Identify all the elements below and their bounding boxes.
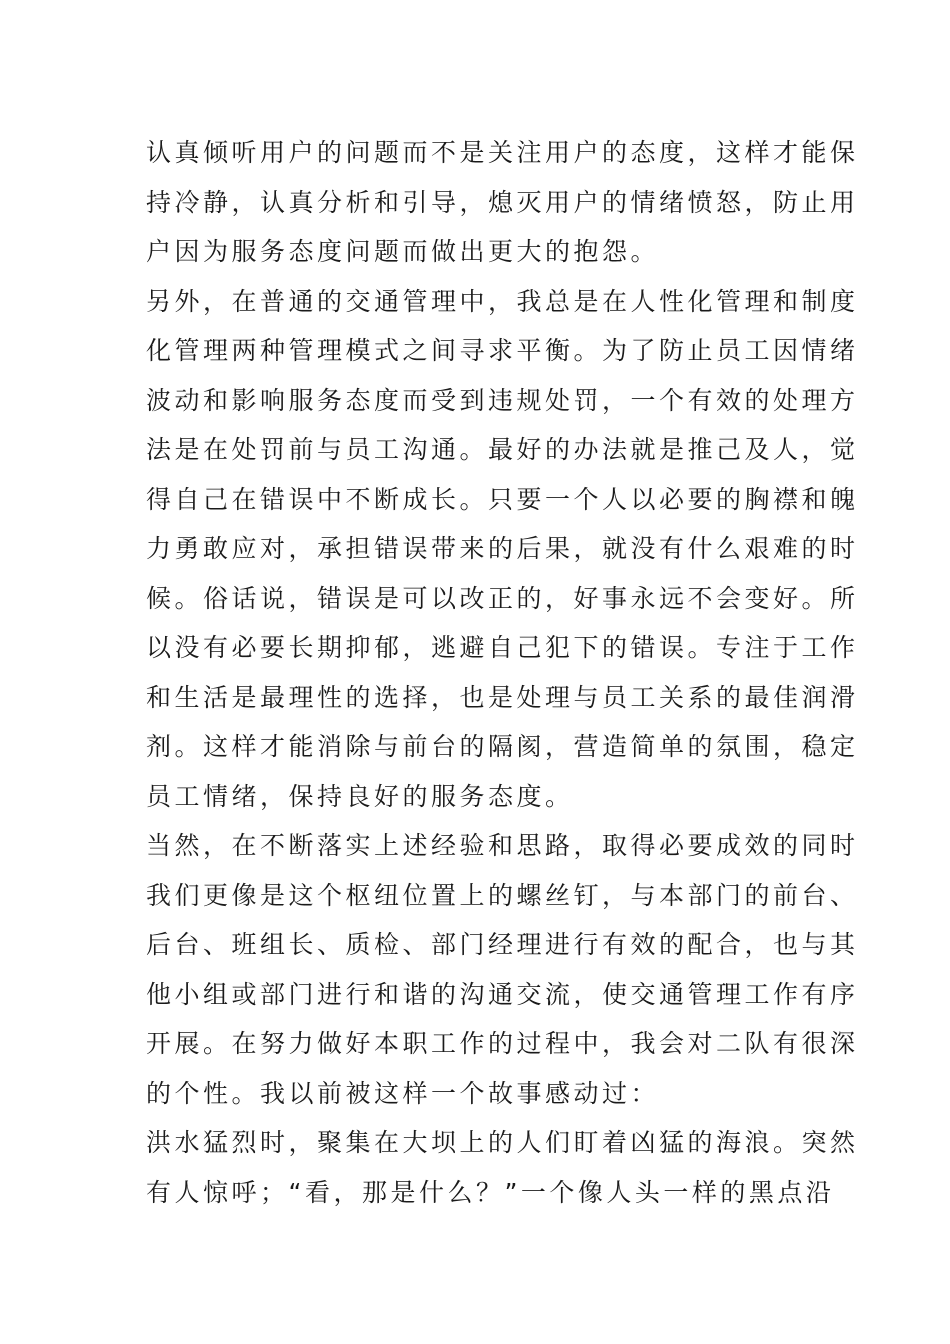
text-line: 和生活是最理性的选择，也是处理与员工关系的最佳润滑 — [146, 682, 859, 712]
text-line: 波动和影响服务态度而受到违规处罚，一个有效的处理方 — [146, 385, 859, 415]
text-line: 得自己在错误中不断成长。只要一个人以必要的胸襟和魄 — [146, 484, 859, 514]
text-line: 的个性。我以前被这样一个故事感动过： — [146, 1078, 660, 1108]
text-line: 我们更像是这个枢纽位置上的螺丝钉，与本部门的前台、 — [146, 880, 859, 910]
text-line: 持冷静，认真分析和引导，熄灭用户的情绪愤怒，防止用 — [146, 187, 859, 217]
text-line: 剂。这样才能消除与前台的隔阂，营造简单的氛围，稳定 — [146, 732, 859, 761]
text-line: 后台、班组长、质检、部门经理进行有效的配合，也与其 — [146, 930, 859, 959]
text-line: 以没有必要长期抑郁，逃避自己犯下的错误。专注于工作 — [146, 633, 859, 662]
text-line: 员工情绪，保持良好的服务态度。 — [146, 781, 574, 811]
text-line: 当然，在不断落实上述经验和思路，取得必要成效的同时 — [146, 831, 859, 860]
text-line: 有人惊呼；“看，那是什么？”一个像人头一样的黑点沿 — [146, 1177, 835, 1207]
text-line: 开展。在努力做好本职工作的过程中，我会对二队有很深 — [146, 1029, 859, 1058]
text-line: 认真倾听用户的问题而不是关注用户的态度，这样才能保 — [146, 138, 859, 167]
text-line: 法是在处罚前与员工沟通。最好的办法就是推己及人，觉 — [146, 435, 859, 464]
text-line: 候。俗话说，错误是可以改正的，好事永远不会变好。所 — [146, 583, 859, 613]
text-line: 力勇敢应对，承担错误带来的后果，就没有什么艰难的时 — [146, 534, 859, 563]
text-line: 他小组或部门进行和谐的沟通交流，使交通管理工作有序 — [146, 979, 859, 1009]
text-line: 另外，在普通的交通管理中，我总是在人性化管理和制度 — [146, 286, 859, 316]
body-text — [146, 128, 859, 1217]
text-line: 化管理两种管理模式之间寻求平衡。为了防止员工因情绪 — [146, 336, 859, 365]
text-line: 户因为服务态度问题而做出更大的抱怨。 — [146, 237, 660, 266]
text-line: 洪水猛烈时，聚集在大坝上的人们盯着凶猛的海浪。突然 — [146, 1128, 859, 1157]
